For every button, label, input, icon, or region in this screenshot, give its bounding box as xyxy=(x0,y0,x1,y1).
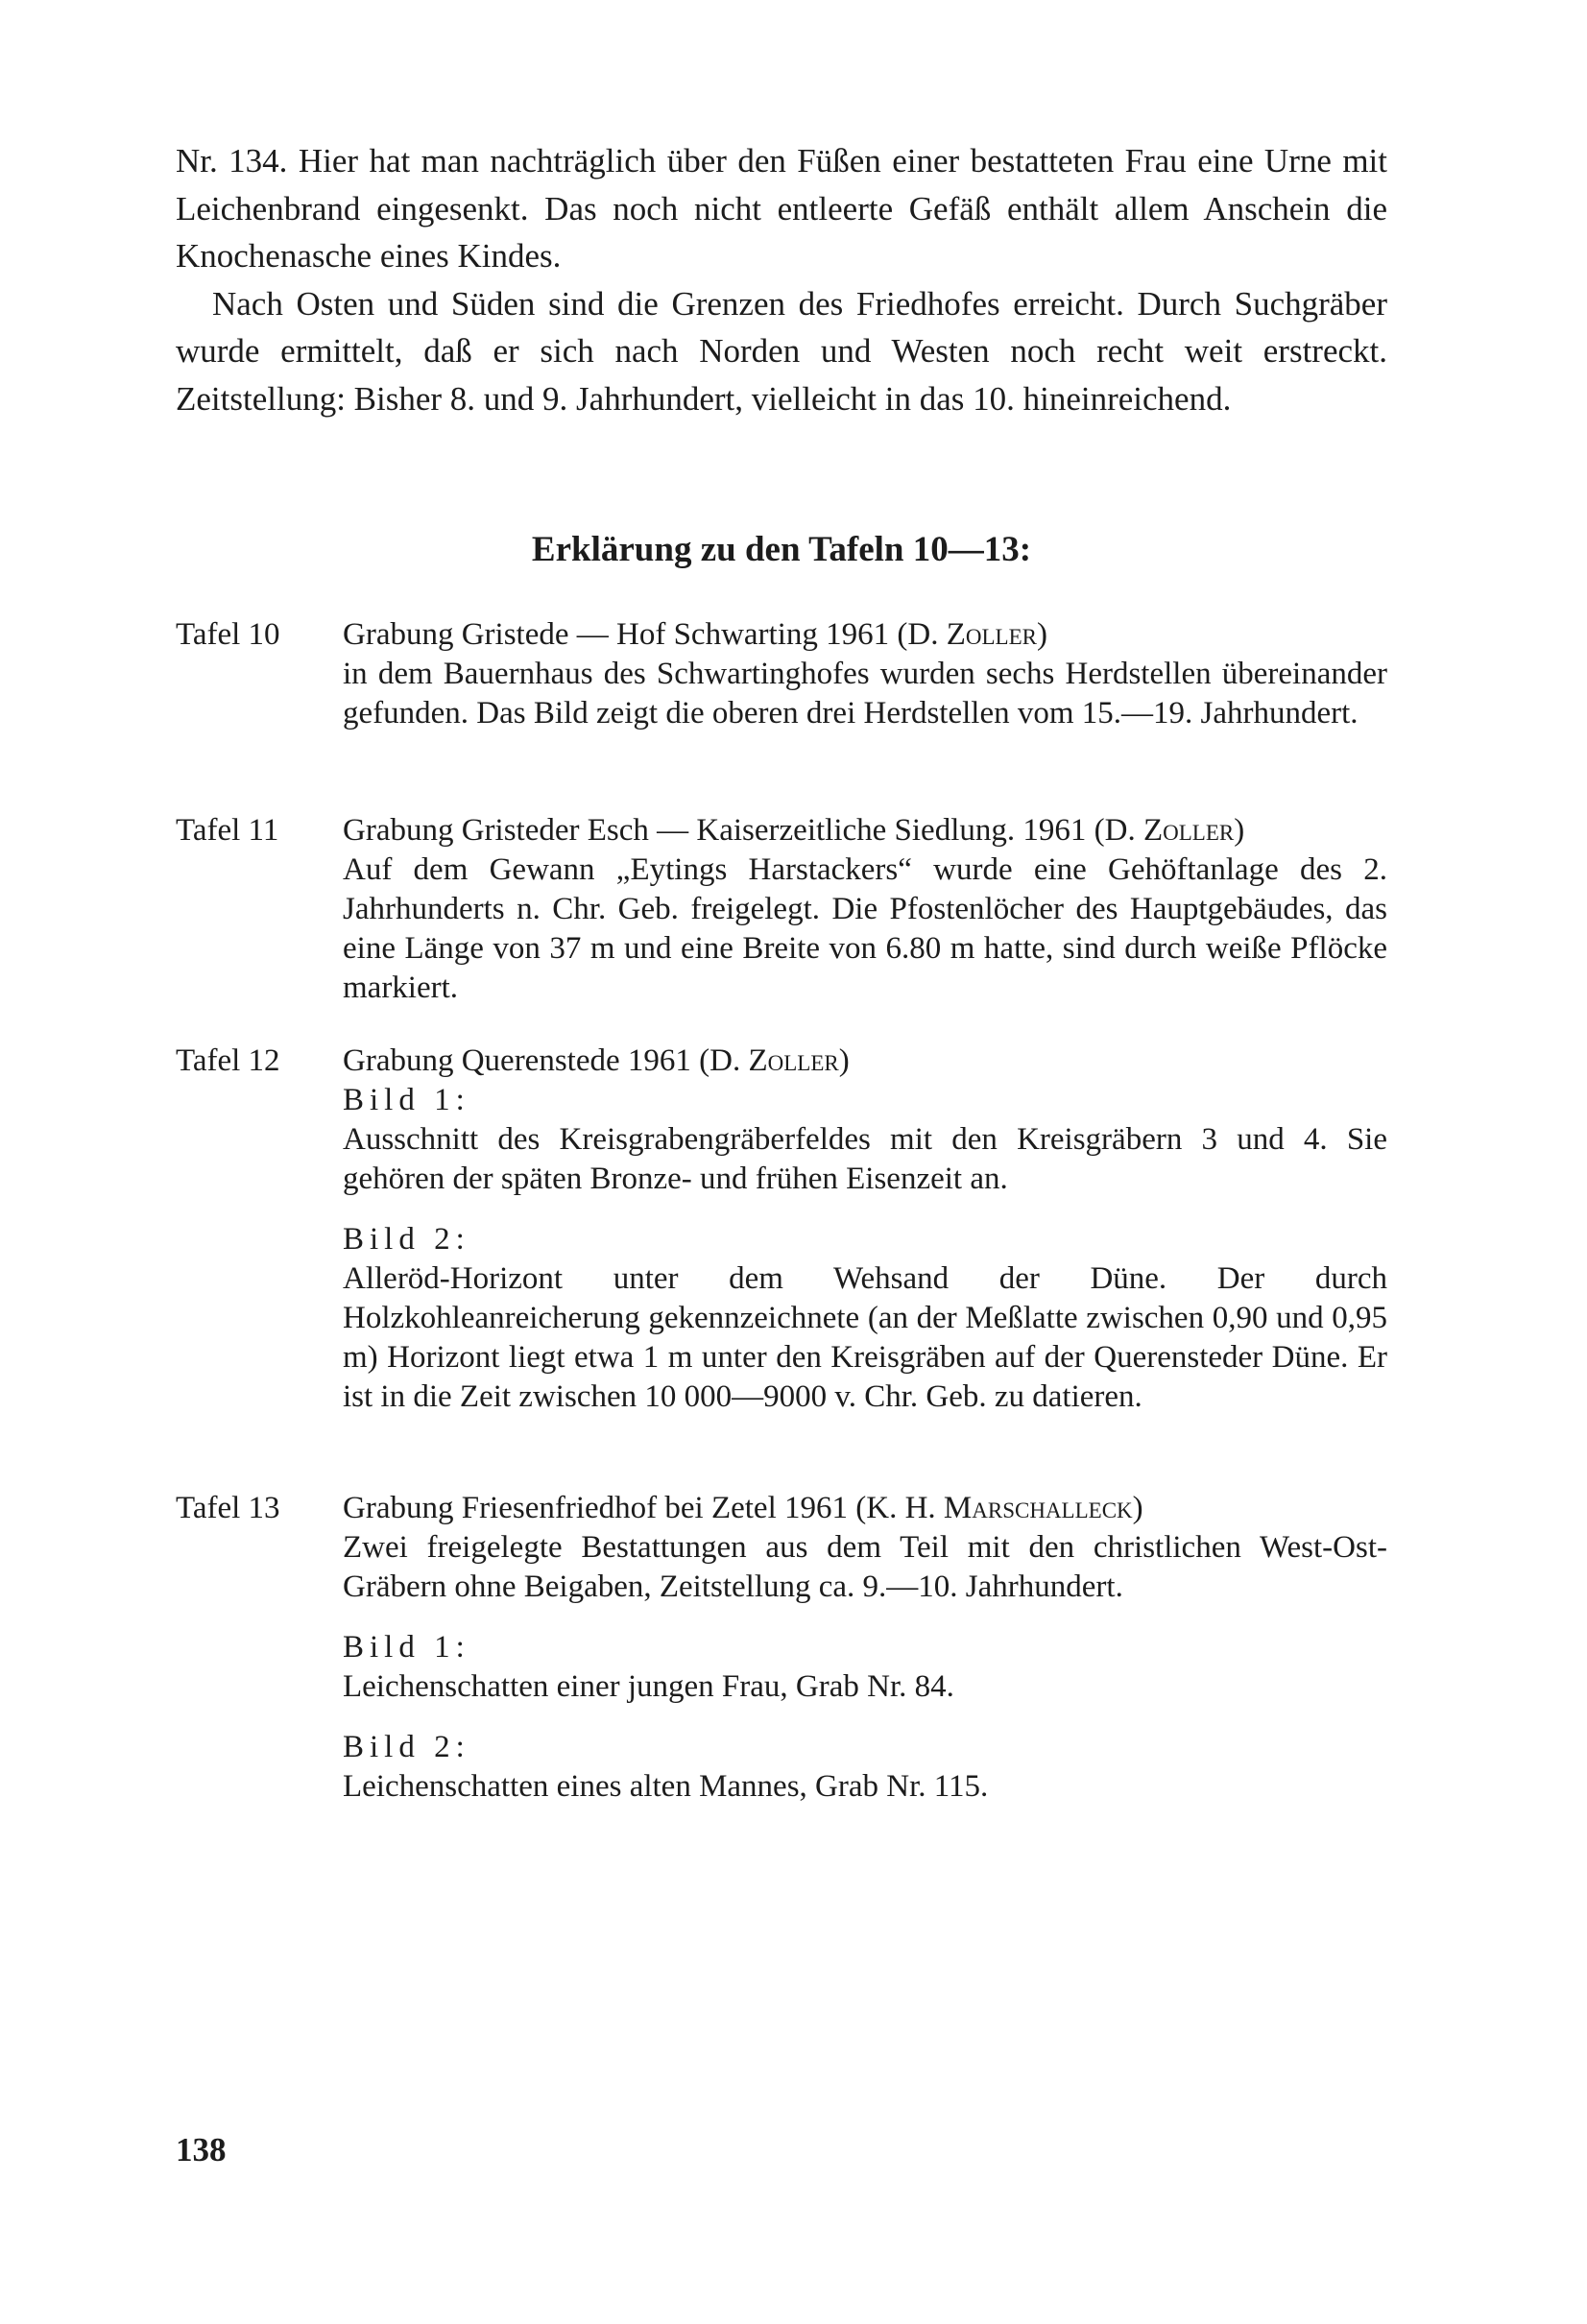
plate-title: Grabung Gristeder Esch — Kaiserzeitliche Siedlung. 1961 (D. Zoller) xyxy=(343,813,1245,848)
plate-text: Zwei freigelegte Bestattungen aus dem Teil mit den christlichen West-Ost-Gräbern ohne Beigaben, Zeitstellung ca. 9.—10. Jahrhundert. xyxy=(343,1530,1387,1604)
plate-description xyxy=(343,1042,1387,1417)
plate-title: Grabung Querenstede 1961 (D. Zoller) xyxy=(343,1043,850,1078)
plate-label: Tafel 10 xyxy=(176,617,280,652)
intro-paragraph-2: Nach Osten und Süden sind die Grenzen des Friedhofes erreicht. Durch Suchgräber wurde ermittelt, daß er sich nach Norden und Westen noch recht weit erstreckt. Zeitstellung: Bisher 8. und 9. Jahrhundert, vielleicht in das 10. hineinreichend. xyxy=(176,284,1387,418)
author-name: Zoller xyxy=(748,1043,839,1078)
plate-text: in dem Bauernhaus des Schwartinghofes wurden sechs Herdstellen übereinander gefunden. Das Bild zeigt die oberen drei Herdstellen vom 15.—19. Jahrhundert. xyxy=(343,657,1387,731)
plate-title: Grabung Gristede — Hof Schwarting 1961 (D. Zoller) xyxy=(343,617,1047,652)
figure-label-2: Bild 2: xyxy=(343,1222,470,1257)
page-number: 138 xyxy=(176,2131,227,2168)
figure-text-2: Alleröd-Horizont unter dem Wehsand der Düne. Der durch Holzkohleanreicherung gekennzeichnete (an der Meßlatte zwischen 0,90 und 0,95 m) Horizont liegt etwa 1 m unter den Kreisgräben auf der Querensteder Düne. Er ist in die Zeit zwischen 10 000—9000 v. Chr. Geb. zu datieren. xyxy=(343,1261,1387,1414)
plate-label: Tafel 13 xyxy=(176,1491,280,1525)
figure-label-1: Bild 1: xyxy=(343,1083,470,1117)
author-name: Zoller xyxy=(946,617,1037,652)
plate-text: Auf dem Gewann „Eytings Harstackers“ wurde eine Gehöftanlage des 2. Jahrhunderts n. Chr. Geb. freigelegt. Die Pfostenlöcher des Hauptgebäudes, das eine Länge von 37 m und eine Breite von 6.80 m hatte, sind durch weiße Pflöcke markiert. xyxy=(343,852,1387,1005)
plate-label: Tafel 12 xyxy=(176,1043,280,1078)
figure-text-1: Ausschnitt des Kreisgrabengräberfeldes mit den Kreisgräbern 3 und 4. Sie gehören der späten Bronze- und frühen Eisenzeit an. xyxy=(343,1122,1387,1196)
author-name: Marschalleck xyxy=(943,1491,1133,1525)
figure-text-1: Leichenschatten einer jungen Frau, Grab Nr. 84. xyxy=(343,1669,954,1704)
plate-description xyxy=(343,615,1387,733)
section-heading: Erklärung zu den Tafeln 10—13: xyxy=(531,530,1032,569)
plate-description xyxy=(343,1489,1387,1807)
figure-label-2: Bild 2: xyxy=(343,1730,470,1764)
intro-text xyxy=(176,137,1387,422)
figure-label-1: Bild 1: xyxy=(343,1630,470,1665)
intro-paragraph-1: Nr. 134. Hier hat man nachträglich über den Füßen einer bestatteten Frau eine Urne mit Leichenbrand eingesenkt. Das noch nicht entleerte Gefäß enthält allem Anschein die Knochenasche eines Kindes. xyxy=(176,142,1387,275)
plate-label: Tafel 11 xyxy=(176,813,279,848)
plate-title: Grabung Friesenfriedhof bei Zetel 1961 (K. H. Marschalleck) xyxy=(343,1491,1143,1525)
plate-description xyxy=(343,811,1387,1008)
figure-text-2: Leichenschatten eines alten Mannes, Grab Nr. 115. xyxy=(343,1769,989,1804)
author-name: Zoller xyxy=(1142,813,1235,848)
